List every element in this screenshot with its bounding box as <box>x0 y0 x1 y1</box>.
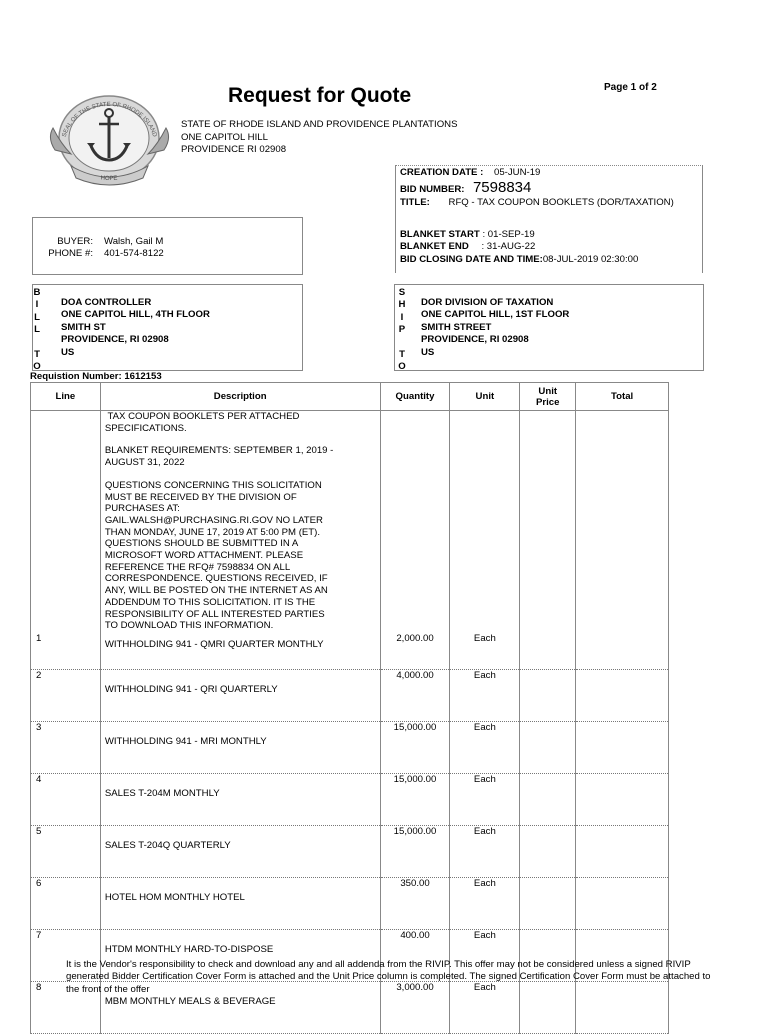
line-unit: Each <box>450 826 520 878</box>
ship-to-line: ONE CAPITOL HILL, 1ST FLOOR <box>421 309 570 321</box>
line-unit-price <box>520 722 576 774</box>
bill-to-line: SMITH ST <box>61 321 106 333</box>
bill-to-line: DOA CONTROLLER <box>61 297 152 308</box>
line-number: 7 <box>31 930 101 982</box>
line-total <box>576 878 669 930</box>
bill-to-letter: O <box>33 361 41 373</box>
line-number: 5 <box>31 826 101 878</box>
svg-text:SEAL OF THE STATE OF RHODE ISL: SEAL OF THE STATE OF RHODE ISLAND <box>61 101 158 138</box>
blanket-end-label: BLANKET END <box>400 241 469 252</box>
table-body <box>31 411 669 1034</box>
ship-to-line: SMITH STREET <box>421 321 492 333</box>
rfq-title-value: RFQ - TAX COUPON BOOKLETS (DOR/TAXATION) <box>448 197 674 208</box>
line-quantity: 15,000.00 <box>380 722 450 774</box>
agency-line: PROVIDENCE RI 02908 <box>181 144 287 155</box>
bid-number-value: 7598834 <box>472 179 532 196</box>
bill-to-letter: L <box>34 324 40 336</box>
line-quantity: 15,000.00 <box>380 774 450 826</box>
creation-date-label: CREATION DATE : <box>400 167 484 178</box>
table-row <box>31 722 669 774</box>
bill-to-address <box>61 297 210 359</box>
intro-paragraph: BLANKET REQUIREMENTS: SEPTEMBER 1, 2019 - AUGUST 31, 2022 <box>104 445 334 469</box>
bill-to-box <box>32 284 303 371</box>
line-total <box>576 722 669 774</box>
agency-address <box>181 119 457 157</box>
creation-date <box>400 167 540 178</box>
line-unit: Each <box>450 878 520 930</box>
document-title: Request for Quote <box>228 84 412 107</box>
blanket-end <box>400 241 535 252</box>
blanket-start-value: : 01-SEP-19 <box>482 229 535 240</box>
line-number: 4 <box>31 774 101 826</box>
intro-row <box>31 411 669 634</box>
line-description: WITHHOLDING 941 - MRI MONTHLY <box>100 722 380 774</box>
table-header-row <box>31 383 669 411</box>
line-description: HOTEL HOM MONTHLY HOTEL <box>100 878 380 930</box>
line-quantity: 400.00 <box>380 930 450 982</box>
bill-to-letter <box>32 337 42 349</box>
ship-to-line: DOR DIVISION OF TAXATION <box>421 297 554 308</box>
state-seal-logo <box>47 88 172 190</box>
intro-cell <box>31 411 101 634</box>
header-unit: Unit <box>450 383 520 411</box>
blanket-end-value: : 31-AUG-22 <box>481 241 536 252</box>
intro-cell <box>450 411 520 634</box>
intro-paragraph: TAX COUPON BOOKLETS PER ATTACHED SPECIFICATIONS. <box>104 411 303 434</box>
line-unit-price <box>520 670 576 722</box>
line-quantity: 350.00 <box>380 878 450 930</box>
line-number: 1 <box>31 633 101 670</box>
bill-to-line: US <box>61 346 75 358</box>
bill-to-letter: L <box>34 311 40 323</box>
svg-text:HOPE: HOPE <box>100 175 118 183</box>
bill-to-line: ONE CAPITOL HILL, 4TH FLOOR <box>61 309 210 321</box>
creation-date-value: 05-JUN-19 <box>494 167 541 178</box>
line-description: MBM MONTHLY MEALS & BEVERAGE <box>100 982 380 1034</box>
line-description: SALES T-204M MONTHLY <box>100 774 380 826</box>
blanket-start <box>400 229 535 240</box>
ship-to-letter: P <box>398 324 406 336</box>
table-row <box>31 633 669 670</box>
bid-closing <box>400 254 638 265</box>
line-quantity: 2,000.00 <box>380 633 450 670</box>
line-items-table <box>30 382 669 1034</box>
line-number: 2 <box>31 670 101 722</box>
table-row <box>31 670 669 722</box>
agency-line: STATE OF RHODE ISLAND AND PROVIDENCE PLANTATIONS <box>181 119 458 130</box>
ship-to-letter: I <box>400 311 404 323</box>
ship-to-letter <box>397 337 407 349</box>
ship-to-letter: T <box>399 349 405 361</box>
line-unit: Each <box>450 722 520 774</box>
buyer-box <box>32 217 303 275</box>
blanket-start-label: BLANKET START <box>400 229 480 240</box>
bid-number-label: BID NUMBER: <box>400 184 465 195</box>
line-quantity: 15,000.00 <box>380 826 450 878</box>
line-quantity: 4,000.00 <box>380 670 450 722</box>
bid-number <box>400 179 531 197</box>
table-row <box>31 878 669 930</box>
line-description: WITHHOLDING 941 - QRI QUARTERLY <box>100 670 380 722</box>
line-number: 6 <box>31 878 101 930</box>
rfq-title-label: TITLE: <box>400 197 430 208</box>
table-row <box>31 774 669 826</box>
line-unit: Each <box>450 774 520 826</box>
line-unit: Each <box>450 982 520 1034</box>
ship-to-letter: S <box>398 287 406 298</box>
line-unit: Each <box>450 670 520 722</box>
header-description: Description <box>100 383 380 411</box>
intro-cell <box>380 411 450 634</box>
line-total <box>576 826 669 878</box>
bill-to-letters <box>32 287 42 374</box>
header-unit-price: Unit Price <box>520 383 576 411</box>
bid-closing-label: BID CLOSING DATE AND TIME: <box>400 254 543 265</box>
bid-closing-value: 08-JUL-2019 02:30:00 <box>542 254 639 265</box>
line-total <box>576 633 669 670</box>
line-total <box>576 774 669 826</box>
intro-description <box>100 411 380 634</box>
buyer-label: BUYER: <box>57 236 93 247</box>
line-number: 8 <box>31 982 101 1034</box>
bill-to-letter: I <box>35 299 39 311</box>
intro-paragraph: QUESTIONS CONCERNING THIS SOLICITATION MUST BE RECEIVED BY THE DIVISION OF PURCHASES AT: GAIL.WALSH@PURCHASING.RI.GOV NO LATER THAN MONDAY, JUNE 17, 2019 AT 5:00 PM (ET). QUESTIONS SHOULD BE SUBMITTED IN A MICROSOFT WORD ATTACHMENT. PLEASE REFERENCE THE RFQ# 7598834 ON ALL CORRESPONDENCE. QUESTIONS RECEIVED, IF ANY, WILL BE POSTED ON THE INTERNET AS AN ADDENDUM TO THIS SOLICITATION. IT IS THE RESPONSIBILITY OF ALL INTERESTED PARTIES TO DOWNLOAD THIS INFORMATION. <box>104 479 328 632</box>
bid-info-box <box>395 165 703 273</box>
ship-to-letters <box>397 287 407 374</box>
line-unit: Each <box>450 930 520 982</box>
rfq-title <box>400 197 674 208</box>
line-unit-price <box>520 878 576 930</box>
line-total <box>576 670 669 722</box>
ship-to-line: US <box>421 346 435 358</box>
agency-line: ONE CAPITOL HILL <box>181 131 268 143</box>
page-number: Page 1 of 2 <box>604 82 657 93</box>
ship-to-letter: H <box>398 299 406 311</box>
buyer-value: Walsh, Gail M <box>104 236 164 247</box>
line-quantity: 3,000.00 <box>380 982 450 1034</box>
bill-to-line: PROVIDENCE, RI 02908 <box>61 334 169 346</box>
line-number: 3 <box>31 722 101 774</box>
ship-to-line: PROVIDENCE, RI 02908 <box>421 334 529 346</box>
phone-label: PHONE #: <box>48 248 93 259</box>
line-unit-price <box>520 826 576 878</box>
line-description: SALES T-204Q QUARTERLY <box>100 826 380 878</box>
line-unit-price <box>520 633 576 670</box>
bill-to-letter: B <box>33 287 41 298</box>
ship-to-letter: O <box>398 361 406 373</box>
header-quantity: Quantity <box>380 383 450 411</box>
table-row <box>31 826 669 878</box>
ship-to-box <box>394 284 704 371</box>
line-unit-price <box>520 774 576 826</box>
phone-value: 401-574-8122 <box>104 248 164 259</box>
line-description: WITHHOLDING 941 - QMRI QUARTER MONTHLY <box>100 633 380 670</box>
footer-note: It is the Vendor's responsibility to check and download any and all addenda from the RIVIP. This offer may not be considered unless a signed RIVIP generated Bidder Certification Cover Form is attached and the Unit Price column is completed. The signed Certification Cover Form must be attached to the front of the offer <box>66 959 711 995</box>
header-total: Total <box>576 383 669 411</box>
ship-to-address <box>421 297 569 359</box>
intro-cell <box>520 411 576 634</box>
line-unit: Each <box>450 633 520 670</box>
intro-cell <box>576 411 669 634</box>
header-line: Line <box>31 383 101 411</box>
line-description: HTDM MONTHLY HARD-TO-DISPOSE <box>100 930 380 982</box>
bill-to-letter: T <box>34 349 40 361</box>
requisition-number: Requistion Number: 1612153 <box>30 371 162 382</box>
